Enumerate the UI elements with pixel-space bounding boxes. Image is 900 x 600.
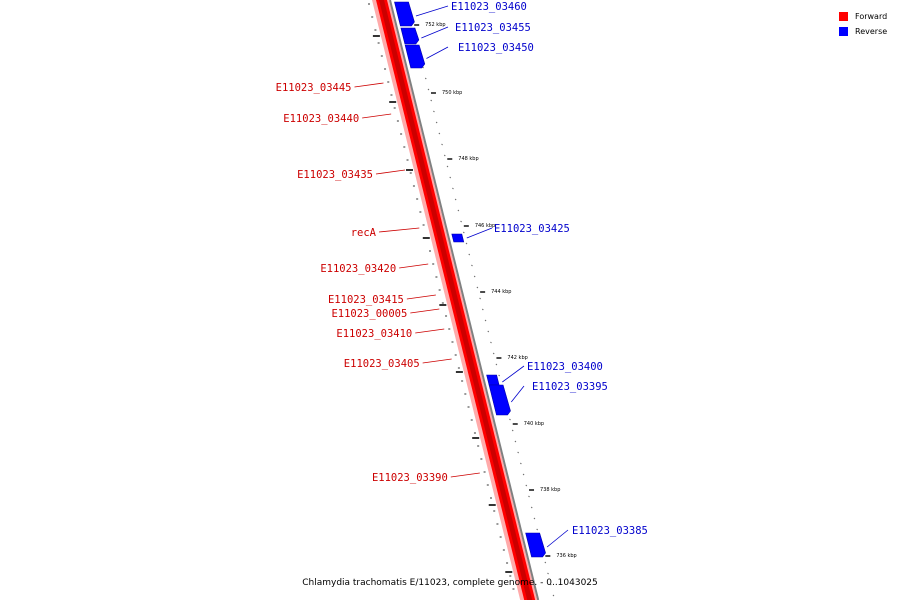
forward-leader-line xyxy=(451,473,480,477)
forward-gene-label[interactable]: E11023_03440 xyxy=(283,113,360,125)
reverse-gene-label[interactable]: E11023_03425 xyxy=(494,223,570,235)
scale-tick-label: 736 kbp xyxy=(556,553,577,559)
forward-gene-label[interactable]: E11023_03420 xyxy=(320,263,397,275)
ruler-dot xyxy=(431,100,432,101)
ruler-dot xyxy=(534,518,535,519)
forward-leader-line xyxy=(423,359,452,363)
reverse-gene-label[interactable]: E11023_03450 xyxy=(458,42,534,54)
reverse-gene-box[interactable] xyxy=(452,234,464,242)
legend-forward-label: Forward xyxy=(855,12,888,21)
ruler-dot xyxy=(477,287,478,288)
forward-gene-label[interactable]: E11023_03405 xyxy=(343,358,420,370)
ruler-dot xyxy=(488,331,489,332)
ruler-dot xyxy=(474,276,475,277)
reverse-gene-box[interactable] xyxy=(394,2,414,26)
forward-gene-label[interactable]: E11023_00005 xyxy=(331,308,408,320)
forward-leader-line xyxy=(379,228,419,232)
forward-gene-label[interactable]: E11023_03445 xyxy=(275,82,352,94)
reverse-leader-line xyxy=(547,530,568,547)
forward-gene-label[interactable]: E11023_03390 xyxy=(371,472,448,484)
ruler-dot xyxy=(428,89,429,90)
ruler-dot xyxy=(537,529,538,530)
forward-leader-line xyxy=(410,309,439,313)
forward-gene-label[interactable]: E11023_03435 xyxy=(297,169,373,181)
reverse-leader-line xyxy=(426,47,448,59)
ruler-dot xyxy=(458,210,459,211)
ruler-dot xyxy=(512,430,513,431)
ruler-dot xyxy=(482,309,483,310)
ruler-dot xyxy=(450,177,451,178)
ruler-dot xyxy=(493,353,494,354)
scale-tick-label: 742 kbp xyxy=(507,355,528,361)
forward-leader-line xyxy=(376,170,405,174)
forward-leader-line xyxy=(354,83,383,87)
reverse-swatch xyxy=(839,27,848,36)
ruler-dot xyxy=(485,320,486,321)
reverse-leader-line xyxy=(502,366,524,382)
legend-item-reverse xyxy=(839,24,887,39)
scale-tick-label: 740 kbp xyxy=(523,421,545,427)
ruler-dot xyxy=(499,375,500,376)
scale-tick-label: 748 kbp xyxy=(458,156,479,162)
ruler-dot xyxy=(466,243,467,244)
forward-leader-line xyxy=(407,295,436,299)
reverse-leader-line xyxy=(421,27,448,38)
reverse-gene-label[interactable]: E11023_03460 xyxy=(451,1,527,13)
reverse-gene-box[interactable] xyxy=(526,533,546,557)
scale-tick-label: 744 kbp xyxy=(491,289,512,295)
ruler-dot xyxy=(496,364,497,365)
ruler-dot xyxy=(553,595,554,596)
legend-item-forward xyxy=(839,9,887,24)
reverse-gene-box[interactable] xyxy=(487,375,499,385)
scale-tick-label: 738 kbp xyxy=(540,487,561,493)
ruler-dot xyxy=(520,463,521,464)
ruler-dot xyxy=(529,496,530,497)
ruler-dot xyxy=(439,133,440,134)
ruler-dot xyxy=(433,111,434,112)
forward-swatch xyxy=(839,12,848,21)
legend xyxy=(839,9,887,39)
ruler-dot xyxy=(461,221,462,222)
genome-title: Chlamydia trachomatis E/11023, complete genome. - 0..1043025 xyxy=(302,578,598,588)
scale-tick-label: 750 kbp xyxy=(441,90,463,96)
scale-tick-label: 746 kbp xyxy=(474,223,496,229)
forward-leader-line xyxy=(415,329,444,333)
ruler-dot xyxy=(490,342,491,343)
scale-tick-label: 752 kbp xyxy=(425,22,446,28)
ruler-dot xyxy=(531,507,532,508)
forward-leader-line xyxy=(362,114,391,118)
ruler-dot xyxy=(452,188,453,189)
reverse-gene-box[interactable] xyxy=(401,28,419,44)
ruler-dot xyxy=(436,122,437,123)
reverse-gene-label[interactable]: E11023_03385 xyxy=(572,525,648,537)
reverse-gene-label[interactable]: E11023_03400 xyxy=(527,361,603,373)
strand-line xyxy=(390,0,538,600)
ruler-dot xyxy=(447,166,448,167)
ruler-dot xyxy=(545,562,546,563)
ruler-dot xyxy=(526,485,527,486)
forward-gene-label[interactable]: E11023_03410 xyxy=(336,328,413,340)
forward-gene-label[interactable]: recA xyxy=(350,227,376,239)
ruler-dot xyxy=(455,199,456,200)
ruler-dot xyxy=(518,452,519,453)
ruler-dot xyxy=(442,144,443,145)
ruler-dot xyxy=(463,232,464,233)
ruler-dot xyxy=(471,265,472,266)
ruler-dot xyxy=(425,78,426,79)
legend-reverse-label: Reverse xyxy=(855,27,888,36)
ruler-dot xyxy=(515,441,516,442)
reverse-leader-line xyxy=(416,6,448,16)
reverse-gene-label[interactable]: E11023_03395 xyxy=(532,381,608,393)
forward-leader-line xyxy=(399,264,428,268)
ruler-dot xyxy=(509,419,510,420)
reverse-leader-line xyxy=(511,386,524,402)
reverse-leader-line xyxy=(467,228,492,238)
reverse-gene-box[interactable] xyxy=(405,45,425,68)
ruler-dot xyxy=(523,474,524,475)
ruler-dot xyxy=(444,155,445,156)
ruler-dot xyxy=(548,573,549,574)
ruler-dot xyxy=(469,254,470,255)
forward-gene-label[interactable]: E11023_03415 xyxy=(327,294,404,306)
reverse-gene-label[interactable]: E11023_03455 xyxy=(455,22,531,34)
ruler-dot xyxy=(480,298,481,299)
